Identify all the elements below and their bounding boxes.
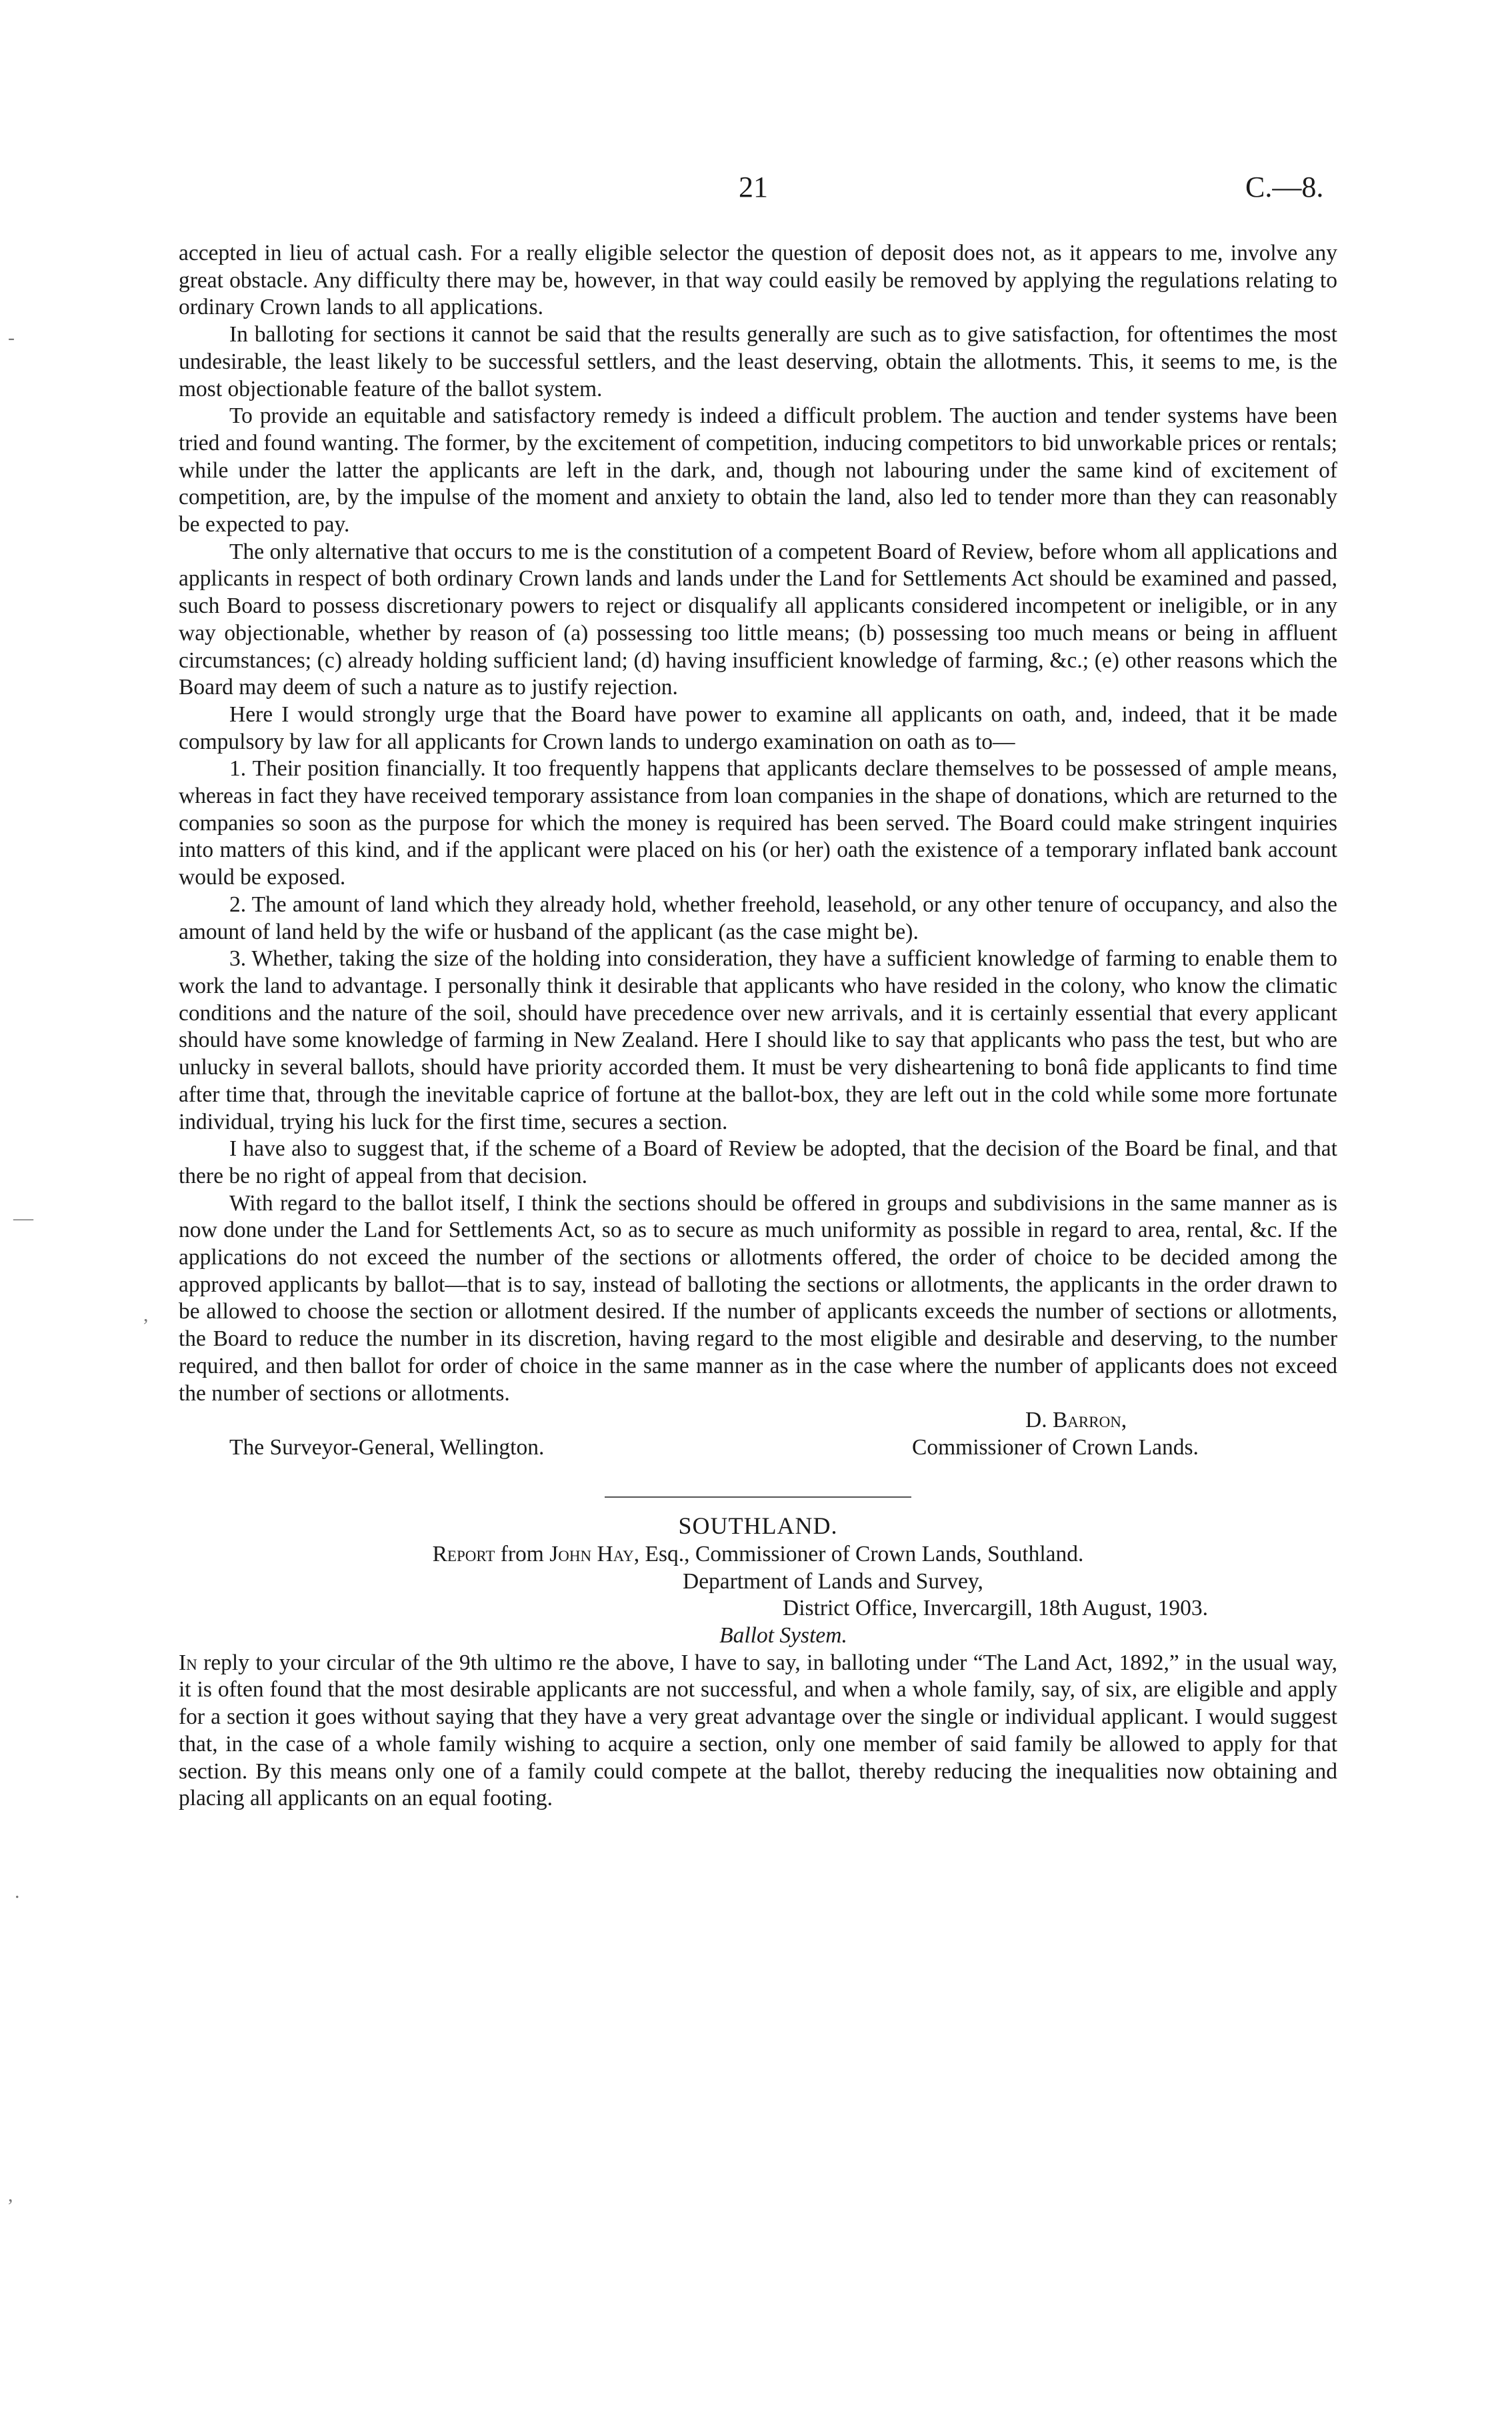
report-from-line <box>179 1541 1337 1568</box>
report-body <box>179 240 1337 1812</box>
signatory-title: Commissioner of Crown Lands. <box>912 1435 1199 1460</box>
department-line: Department of Lands and Survey, <box>683 1568 983 1594</box>
southland-paragraph-text: reply to your circular of the 9th ultimo re the above, I have to say, in balloting under “The Land Act, 1892,” in the usual way, it is often found that the most desirable applicants are not successful, and when a whole family, say, of six, are eligible and apply for a section it goes without saying that they have a very great advantage over the single or individual applicant. I would suggest that, in the case of a whole family wishing to acquire a section, only one member of said family be allowed to apply for that section. By this means only one of a family could compete at the ballot, thereby reducing the inequalities now obtaining and placing all applicants on an equal footing. <box>179 1650 1337 1811</box>
list-item-land-held: 2. The amount of land which they already hold, whether freehold, leasehold, or any other tenure of occupancy, and also the amount of land held by the wife or husband of the applicant (as the case might be). <box>179 892 1337 944</box>
paragraph-balloting: In balloting for sections it cannot be said that the results generally are such as to give satisfaction, for oftentimes the most undesirable, the least likely to be successful settlers, and the least deserving, obtain the allotments. This, it seems to me, is the most objectionable feature of the ballot system. <box>179 322 1337 401</box>
paragraph-remedy: To provide an equitable and satisfactory remedy is indeed a difficult problem. The auction and tender systems have been tried and found wanting. The former, by the excitement of competition, inducing competitors to bid unworkable prices or rentals; while under the latter the applicants are left in the dark, and, though not labouring under the same kind of excitement of competition, are, by the impulse of the moment and anxiety to obtain the land, also led to tender more than they can reasonably be expected to pay. <box>179 403 1337 537</box>
margin-mark: — <box>13 1207 33 1229</box>
margin-mark: . <box>15 1881 20 1903</box>
report-prefix: Report <box>432 1541 495 1566</box>
list-item-farming-knowledge: 3. Whether, taking the size of the holding into consideration, they have a sufficient knowledge of farming to enable them to work the land to advantage. I personally think it desirable that applicants who have resided in the colony, who know the climatic conditions and the nature of the soil, should have precedence over new arrivals, and it is certainly essential that every applicant should have some knowledge of farming in New Zealand. Here I should like to say that applicants who pass the test, but who are unlucky in several ballots, should have priority accorded them. It must be very disheartening to bonâ fide applicants to find time after time that, through the inevitable caprice of fortune at the ballot-box, they are left out in the cold while some more fortunate individual, trying his luck for the first time, secures a section. <box>179 946 1337 1134</box>
opening-word: In <box>179 1650 197 1675</box>
southland-paragraph <box>179 1650 1337 1812</box>
document-reference: C.—8. <box>1245 171 1324 203</box>
addressee: The Surveyor-General, Wellington. <box>229 1435 545 1460</box>
report-author-title: , Esq., Commissioner of Crown Lands, Southland. <box>633 1541 1084 1566</box>
subject-line: Ballot System. <box>719 1623 847 1648</box>
signature-block <box>179 1407 1337 1462</box>
list-item-financial: 1. Their position financially. It too frequently happens that applicants declare themselves to be possessed of ample means, whereas in fact they have received temporary assistance from loan companies in the shape of donations, which are returned to the companies so soon as the purpose for which the money is required has been served. The Board could make stringent inquiries into matters of this kind, and if the applicant were placed on his (or her) oath the existence of a temporary inflated bank account would be exposed. <box>179 756 1337 890</box>
paragraph-oath: Here I would strongly urge that the Board have power to examine all applicants on oath, and, indeed, that it be made compulsory by law for all applicants for Crown lands to undergo examination on oath as to— <box>179 702 1337 754</box>
margin-mark: , <box>143 1304 149 1326</box>
margin-mark: , <box>8 2184 13 2206</box>
page-header <box>0 170 1512 217</box>
paragraph-decision-final: I have also to suggest that, if the scheme of a Board of Review be adopted, that the decision of the Board be final, and that there be no right of appeal from that decision. <box>179 1136 1337 1188</box>
section-divider <box>605 1496 911 1498</box>
office-date-line: District Office, Invercargill, 18th August, 1903. <box>783 1596 1208 1621</box>
page-number: 21 <box>739 171 768 203</box>
paragraph-ballot-groups: With regard to the ballot itself, I think the sections should be offered in groups and subdivisions in the same manner as is now done under the Land for Settlements Act, so as to secure as much uniformity as possible in regard to area, rental, &c. If the applications do not exceed the number of the sections or allotments offered, the order of choice to be decided among the approved applicants by ballot—that is to say, instead of balloting the sections or allotments, the applicants in the order drawn to be allowed to choose the section or allotment desired. If the number of applicants exceeds the number of sections or allotments, the Board to reduce the number in its discretion, having regard to the most eligible and desirable and deserving, to the number required, and then ballot for order of choice in the same manner as in the case where the number of applicants does not exceed the number of sections or allotments. <box>179 1190 1337 1406</box>
report-author: John Hay <box>549 1541 634 1566</box>
section-heading: SOUTHLAND. <box>678 1512 838 1540</box>
paragraph-board-of-review: The only alternative that occurs to me is the constitution of a competent Board of Review, before whom all applications and applicants in respect of both ordinary Crown lands and lands under the Land for Settlements Act should be examined and passed, such Board to possess discretionary powers to reject or disqualify all applicants considered incompetent or ineligible, or in any way objectionable, whether by reason of (a) possessing too little means; (b) possessing too much means or being in affluent circumstances; (c) already holding sufficient land; (d) having insufficient knowledge of farming, &c.; (e) other reasons which the Board may deem of such a nature as to justify rejection. <box>179 539 1337 700</box>
report-from: from <box>495 1541 550 1566</box>
margin-mark: - <box>8 327 15 349</box>
signatory-name: D. Barron, <box>1025 1408 1127 1433</box>
paragraph-continued: accepted in lieu of actual cash. For a really eligible selector the question of deposit does not, as it appears to me, involve any great obstacle. Any difficulty there may be, however, in that way could easily be removed by applying the regulations relating to ordinary Crown lands to all applications. <box>179 241 1337 320</box>
